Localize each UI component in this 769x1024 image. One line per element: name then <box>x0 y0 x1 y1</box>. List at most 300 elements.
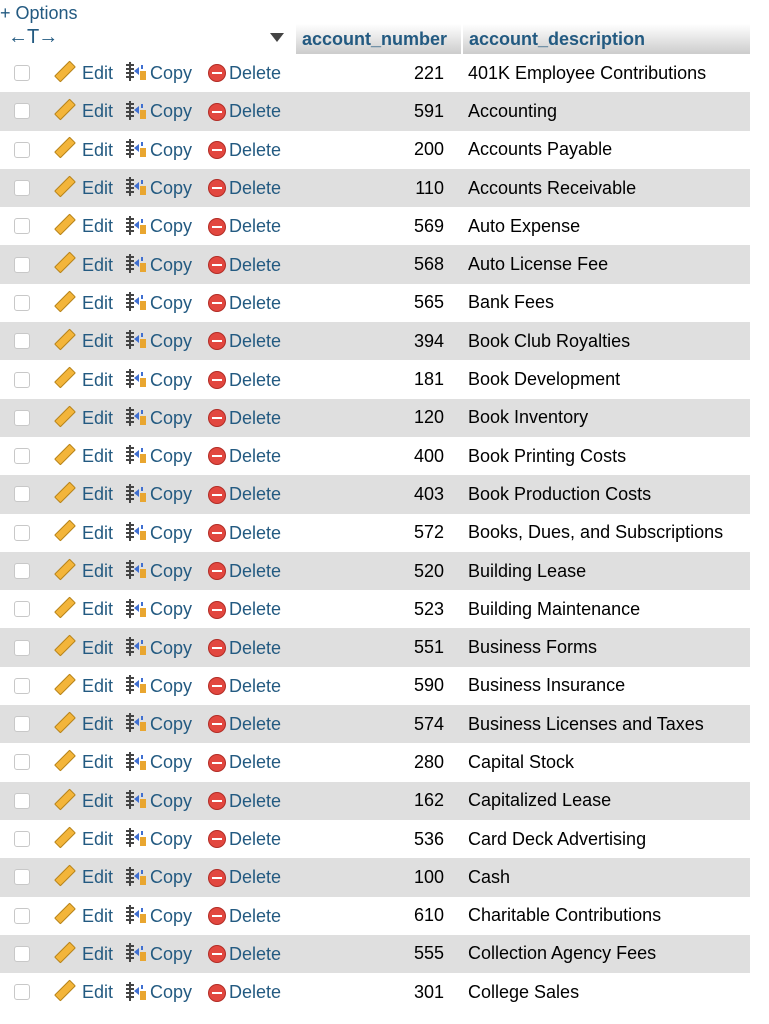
row-checkbox[interactable] <box>14 295 30 311</box>
edit-label: Edit <box>82 675 114 696</box>
table-row[interactable] <box>0 552 750 590</box>
edit-link[interactable] <box>54 483 113 505</box>
row-actions <box>0 360 296 398</box>
copy-row-icon <box>125 675 147 695</box>
copy-row-icon <box>125 599 147 619</box>
row-checkbox[interactable] <box>14 908 30 924</box>
table-row[interactable] <box>0 92 750 130</box>
row-actions <box>0 743 296 781</box>
cell-account-number[interactable]: 551 <box>413 637 444 658</box>
row-checkbox[interactable] <box>14 640 30 656</box>
cell-account-number[interactable]: 200 <box>413 139 444 160</box>
row-actions <box>0 935 296 973</box>
edit-link[interactable] <box>54 981 113 1003</box>
cell-account-description[interactable]: Accounts Payable <box>468 139 613 160</box>
cell-account-number[interactable]: 572 <box>413 522 444 543</box>
delete-link[interactable] <box>208 713 281 735</box>
cell-account-description[interactable]: Collection Agency Fees <box>468 943 657 964</box>
cell-account-description[interactable]: Card Deck Advertising <box>468 828 647 849</box>
copy-link[interactable] <box>125 981 192 1003</box>
cell-account-number[interactable]: 565 <box>413 292 444 313</box>
cell-account-description[interactable]: Building Maintenance <box>468 598 641 619</box>
pencil-icon <box>54 865 76 887</box>
edit-link[interactable] <box>54 598 113 620</box>
table-row[interactable] <box>0 169 750 207</box>
cell-account-description[interactable]: Bank Fees <box>468 292 555 313</box>
row-actions <box>0 552 296 590</box>
edit-link[interactable] <box>54 139 113 161</box>
copy-link[interactable] <box>125 292 192 314</box>
row-checkbox[interactable] <box>14 678 30 694</box>
table-row[interactable] <box>0 743 750 781</box>
delete-icon <box>208 409 226 427</box>
delete-icon <box>208 830 226 848</box>
edit-label: Edit <box>82 982 114 1003</box>
copy-label: Copy <box>150 637 193 658</box>
pencil-icon <box>54 597 76 619</box>
row-actions <box>0 897 296 935</box>
cell-account-number[interactable]: 590 <box>413 675 444 696</box>
copy-row-icon <box>125 982 147 1002</box>
copy-link[interactable] <box>125 407 192 429</box>
pencil-icon <box>54 290 76 312</box>
table-row[interactable] <box>0 628 750 666</box>
copy-link[interactable] <box>125 215 192 237</box>
pencil-icon <box>54 405 76 427</box>
table-row[interactable] <box>0 360 750 398</box>
edit-label: Edit <box>82 790 114 811</box>
delete-link[interactable] <box>208 943 281 965</box>
cell-account-number[interactable]: 555 <box>413 943 444 964</box>
delete-link[interactable] <box>208 483 281 505</box>
row-actions <box>0 131 296 169</box>
cell-account-description[interactable]: Auto Expense <box>468 215 581 236</box>
edit-link[interactable] <box>54 905 113 927</box>
row-checkbox[interactable] <box>14 793 30 809</box>
cell-account-number[interactable]: 400 <box>413 445 444 466</box>
pencil-icon <box>54 941 76 963</box>
delete-label: Delete <box>229 484 282 505</box>
row-actions <box>0 284 296 322</box>
delete-icon <box>208 754 226 772</box>
row-actions <box>0 322 296 360</box>
delete-link[interactable] <box>208 522 281 544</box>
cell-account-number[interactable]: 569 <box>413 215 444 236</box>
delete-label: Delete <box>229 331 282 352</box>
pencil-icon <box>54 826 76 848</box>
delete-link[interactable] <box>208 675 281 697</box>
delete-icon <box>208 371 226 389</box>
delete-label: Delete <box>229 790 282 811</box>
copy-link[interactable] <box>125 713 192 735</box>
delete-link[interactable] <box>208 62 281 84</box>
table-row[interactable] <box>0 284 750 322</box>
delete-label: Delete <box>229 63 282 84</box>
delete-icon <box>208 256 226 274</box>
column-header-account-number[interactable]: account_number <box>296 24 462 54</box>
edit-link[interactable] <box>54 177 113 199</box>
cell-account-description[interactable]: Book Club Royalties <box>468 330 631 351</box>
pencil-icon <box>54 214 76 236</box>
cell-account-number[interactable]: 181 <box>413 369 444 390</box>
delete-link[interactable] <box>208 215 281 237</box>
table-body <box>0 54 750 1011</box>
row-actions <box>0 245 296 283</box>
copy-row-icon <box>125 62 147 82</box>
delete-icon <box>208 294 226 312</box>
cell-account-number[interactable]: 221 <box>413 62 444 83</box>
delete-label: Delete <box>229 982 282 1003</box>
table-row[interactable] <box>0 820 750 858</box>
copy-label: Copy <box>150 752 193 773</box>
copy-row-icon <box>125 254 147 274</box>
row-checkbox[interactable] <box>14 869 30 885</box>
copy-label: Copy <box>150 63 193 84</box>
cell-account-number[interactable]: 162 <box>413 790 444 811</box>
delete-link[interactable] <box>208 560 281 582</box>
copy-label: Copy <box>150 331 193 352</box>
copy-link[interactable] <box>125 943 192 965</box>
cell-account-description[interactable]: Books, Dues, and Subscriptions <box>468 522 724 543</box>
copy-row-icon <box>125 101 147 121</box>
row-checkbox[interactable] <box>14 448 30 464</box>
edit-link[interactable] <box>54 62 113 84</box>
cell-account-number[interactable]: 520 <box>413 560 444 581</box>
delete-link[interactable] <box>208 177 281 199</box>
copy-label: Copy <box>150 943 193 964</box>
table-row[interactable] <box>0 399 750 437</box>
delete-icon <box>208 103 226 121</box>
pencil-icon <box>54 137 76 159</box>
copy-link[interactable] <box>125 560 192 582</box>
delete-icon <box>208 218 226 236</box>
edit-link[interactable] <box>54 943 113 965</box>
table-row[interactable] <box>0 245 750 283</box>
pencil-icon <box>54 750 76 772</box>
row-actions <box>0 92 296 130</box>
delete-icon <box>208 562 226 580</box>
edit-link[interactable] <box>54 100 113 122</box>
copy-label: Copy <box>150 216 193 237</box>
copy-label: Copy <box>150 829 193 850</box>
edit-link[interactable] <box>54 828 113 850</box>
copy-link[interactable] <box>125 330 192 352</box>
delete-icon <box>208 447 226 465</box>
delete-icon <box>208 141 226 159</box>
copy-label: Copy <box>150 561 193 581</box>
cell-account-description[interactable]: Business Insurance <box>468 675 626 696</box>
row-actions <box>0 514 296 552</box>
delete-link[interactable] <box>208 369 281 391</box>
row-checkbox[interactable] <box>14 103 30 119</box>
edit-link[interactable] <box>54 445 113 467</box>
cell-account-number[interactable]: 574 <box>413 713 444 734</box>
edit-link[interactable] <box>54 407 113 429</box>
cell-account-number[interactable]: 536 <box>413 828 444 849</box>
delete-link[interactable] <box>208 905 281 927</box>
cell-account-description[interactable]: Building Lease <box>468 560 587 581</box>
copy-link[interactable] <box>125 62 192 84</box>
copy-link[interactable] <box>125 675 192 697</box>
row-checkbox[interactable] <box>14 601 30 617</box>
edit-link[interactable] <box>54 866 113 888</box>
pencil-icon <box>54 175 76 197</box>
edit-label: Edit <box>82 561 114 581</box>
edit-label: Edit <box>82 829 114 850</box>
copy-row-icon <box>125 445 147 465</box>
table-row[interactable] <box>0 973 750 1011</box>
copy-link[interactable] <box>125 369 192 391</box>
copy-label: Copy <box>150 254 193 275</box>
cell-account-description[interactable]: Charitable Contributions <box>468 905 662 926</box>
delete-icon <box>208 945 226 963</box>
row-checkbox[interactable] <box>14 563 30 579</box>
edit-label: Edit <box>82 292 114 313</box>
pencil-icon <box>54 99 76 121</box>
edit-link[interactable] <box>54 330 113 352</box>
copy-row-icon <box>125 216 147 236</box>
row-checkbox[interactable] <box>14 372 30 388</box>
column-sort-icon[interactable]: ←T→ <box>8 26 58 48</box>
delete-icon <box>208 601 226 619</box>
row-actions <box>0 782 296 820</box>
table-row[interactable] <box>0 322 750 360</box>
delete-link[interactable] <box>208 866 281 888</box>
cell-account-number[interactable]: 403 <box>413 483 444 504</box>
edit-label: Edit <box>82 63 114 84</box>
copy-label: Copy <box>150 905 193 926</box>
row-checkbox[interactable] <box>14 831 30 847</box>
copy-label: Copy <box>150 599 193 620</box>
table-row[interactable] <box>0 935 750 973</box>
row-checkbox[interactable] <box>14 716 30 732</box>
edit-link[interactable] <box>54 254 113 276</box>
delete-link[interactable] <box>208 981 281 1003</box>
copy-label: Copy <box>150 407 193 428</box>
table-row[interactable] <box>0 667 750 705</box>
cell-account-number[interactable]: 100 <box>413 866 444 887</box>
delete-label: Delete <box>229 943 282 964</box>
table-row[interactable] <box>0 207 750 245</box>
pencil-icon <box>54 788 76 810</box>
row-actions <box>0 820 296 858</box>
cell-account-number[interactable]: 568 <box>413 254 444 275</box>
table-row[interactable] <box>0 131 750 169</box>
results-table <box>0 24 750 1011</box>
copy-label: Copy <box>150 675 193 696</box>
edit-label: Edit <box>82 254 114 275</box>
delete-label: Delete <box>229 178 282 199</box>
copy-label: Copy <box>150 101 193 122</box>
table-row[interactable] <box>0 858 750 896</box>
delete-label: Delete <box>229 101 282 122</box>
table-row[interactable] <box>0 437 750 475</box>
delete-label: Delete <box>229 369 282 390</box>
delete-link[interactable] <box>208 254 281 276</box>
row-actions <box>0 858 296 896</box>
cell-account-number[interactable]: 280 <box>413 751 444 772</box>
pencil-icon <box>54 329 76 351</box>
table-row[interactable] <box>0 54 750 92</box>
edit-label: Edit <box>82 446 114 467</box>
edit-link[interactable] <box>54 369 113 391</box>
delete-link[interactable] <box>208 100 281 122</box>
copy-link[interactable] <box>125 177 192 199</box>
delete-link[interactable] <box>208 407 281 429</box>
row-actions <box>0 628 296 666</box>
cell-account-number[interactable]: 301 <box>413 981 444 1002</box>
copy-link[interactable] <box>125 751 192 773</box>
row-actions <box>0 973 296 1011</box>
row-actions <box>0 475 296 513</box>
copy-label: Copy <box>150 369 193 390</box>
cell-account-description[interactable]: Cash <box>468 866 511 887</box>
cell-account-description[interactable]: Capital Stock <box>468 751 575 772</box>
options-link[interactable]: + Options <box>0 3 78 23</box>
copy-link[interactable] <box>125 828 192 850</box>
pencil-icon <box>54 558 76 580</box>
pencil-icon <box>54 60 76 82</box>
copy-link[interactable] <box>125 866 192 888</box>
cell-account-description[interactable]: Business Forms <box>468 637 598 658</box>
delete-link[interactable] <box>208 330 281 352</box>
column-header-account-description[interactable]: account_description <box>462 24 750 54</box>
delete-icon <box>208 677 226 695</box>
pencil-icon <box>54 903 76 925</box>
cell-account-number[interactable]: 591 <box>413 100 444 121</box>
copy-label: Copy <box>150 139 193 160</box>
delete-label: Delete <box>229 254 282 275</box>
row-checkbox[interactable] <box>14 984 30 1000</box>
copy-row-icon <box>125 867 147 887</box>
delete-label: Delete <box>229 675 282 696</box>
edit-label: Edit <box>82 178 114 199</box>
delete-icon <box>208 869 226 887</box>
copy-link[interactable] <box>125 139 192 161</box>
delete-label: Delete <box>229 714 282 735</box>
pencil-icon <box>54 367 76 389</box>
edit-link[interactable] <box>54 637 113 659</box>
delete-link[interactable] <box>208 139 281 161</box>
cell-account-number[interactable]: 523 <box>413 598 444 619</box>
cell-account-description[interactable]: 401K Employee Contributions <box>468 62 707 83</box>
row-actions <box>0 207 296 245</box>
cell-account-description[interactable]: Book Development <box>468 369 621 390</box>
copy-link[interactable] <box>125 445 192 467</box>
copy-link[interactable] <box>125 522 192 544</box>
row-checkbox[interactable] <box>14 142 30 158</box>
table-row[interactable] <box>0 590 750 628</box>
row-checkbox[interactable] <box>14 180 30 196</box>
delete-icon <box>208 715 226 733</box>
pencil-icon <box>54 482 76 504</box>
row-checkbox[interactable] <box>14 218 30 234</box>
cell-account-description[interactable]: Auto License Fee <box>468 254 609 275</box>
edit-link[interactable] <box>54 292 113 314</box>
copy-link[interactable] <box>125 790 192 812</box>
row-checkbox[interactable] <box>14 486 30 502</box>
copy-row-icon <box>125 484 147 504</box>
table-row[interactable] <box>0 514 750 552</box>
row-checkbox[interactable] <box>14 754 30 770</box>
cell-account-number[interactable]: 610 <box>413 905 444 926</box>
delete-link[interactable] <box>208 751 281 773</box>
copy-link[interactable] <box>125 598 192 620</box>
copy-row-icon <box>125 369 147 389</box>
pencil-icon <box>54 520 76 542</box>
delete-label: Delete <box>229 522 282 543</box>
copy-link[interactable] <box>125 254 192 276</box>
delete-label: Delete <box>229 752 282 773</box>
copy-link[interactable] <box>125 100 192 122</box>
copy-row-icon <box>125 139 147 159</box>
row-checkbox[interactable] <box>14 946 30 962</box>
delete-link[interactable] <box>208 292 281 314</box>
cell-account-description[interactable]: Book Production Costs <box>468 483 652 504</box>
edit-label: Edit <box>82 714 114 735</box>
delete-label: Delete <box>229 867 282 888</box>
delete-icon <box>208 792 226 810</box>
edit-link[interactable] <box>54 675 113 697</box>
table-row[interactable] <box>0 475 750 513</box>
edit-link[interactable] <box>54 790 113 812</box>
cell-account-description[interactable]: Book Inventory <box>468 407 589 428</box>
copy-link[interactable] <box>125 905 192 927</box>
delete-link[interactable] <box>208 790 281 812</box>
table-row[interactable] <box>0 897 750 935</box>
row-checkbox[interactable] <box>14 257 30 273</box>
cell-account-description[interactable]: Accounts Receivable <box>468 177 637 198</box>
cell-account-number[interactable]: 394 <box>413 330 444 351</box>
table-row[interactable] <box>0 782 750 820</box>
row-checkbox[interactable] <box>14 410 30 426</box>
cell-account-description[interactable]: Capitalized Lease <box>468 790 612 811</box>
row-actions <box>0 54 296 92</box>
copy-row-icon <box>125 292 147 312</box>
cell-account-description[interactable]: Accounting <box>468 100 558 121</box>
edit-link[interactable] <box>54 215 113 237</box>
edit-label: Edit <box>82 522 114 543</box>
edit-link[interactable] <box>54 751 113 773</box>
table-row[interactable] <box>0 705 750 743</box>
delete-link[interactable] <box>208 598 281 620</box>
cell-account-description[interactable]: Book Printing Costs <box>468 445 627 466</box>
copy-row-icon <box>125 790 147 810</box>
edit-link[interactable] <box>54 522 113 544</box>
edit-link[interactable] <box>54 560 113 582</box>
cell-account-number[interactable]: 120 <box>413 407 444 428</box>
copy-link[interactable] <box>125 483 192 505</box>
cell-account-number[interactable]: 110 <box>415 177 444 198</box>
copy-link[interactable] <box>125 637 192 659</box>
copy-row-icon <box>125 637 147 657</box>
row-checkbox[interactable] <box>14 65 30 81</box>
row-checkbox[interactable] <box>14 333 30 349</box>
edit-label: Edit <box>82 101 114 122</box>
cell-account-description[interactable]: Business Licenses and Taxes <box>468 713 704 734</box>
delete-link[interactable] <box>208 828 281 850</box>
delete-link[interactable] <box>208 445 281 467</box>
edit-link[interactable] <box>54 713 113 735</box>
pencil-icon <box>54 443 76 465</box>
sort-dropdown-icon[interactable] <box>270 33 284 42</box>
edit-label: Edit <box>82 369 114 390</box>
edit-label: Edit <box>82 331 114 352</box>
delete-label: Delete <box>229 599 282 620</box>
delete-link[interactable] <box>208 637 281 659</box>
row-checkbox[interactable] <box>14 525 30 541</box>
cell-account-description[interactable]: College Sales <box>468 981 580 1002</box>
